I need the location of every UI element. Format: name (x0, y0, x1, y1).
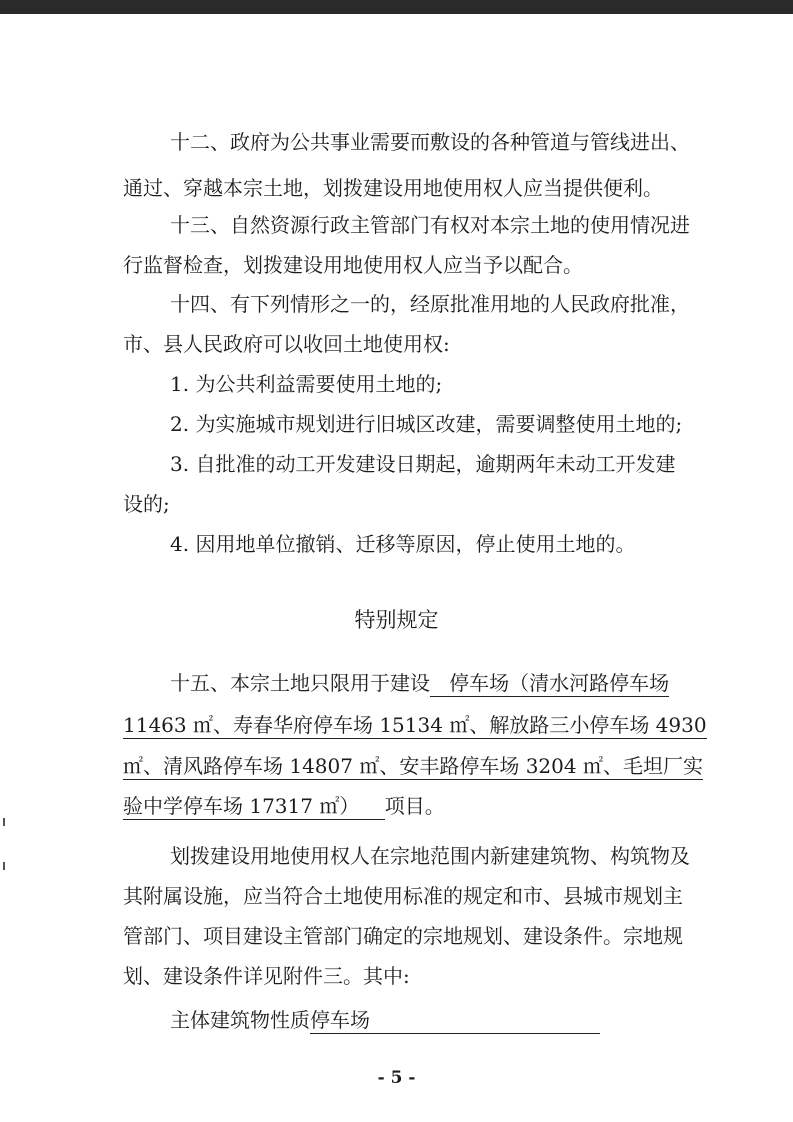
main-building-row (0, 1007, 793, 1033)
clause15-fill-line1 (430, 671, 669, 697)
main-building-value: 停车场 (310, 1008, 370, 1032)
main-building-label: 主体建筑物性质 (170, 1008, 310, 1032)
clause14-item2: 2. 为实施城市规划进行旧城区改建，需要调整使用土地的; (170, 412, 683, 436)
clause15-line2 (0, 712, 793, 738)
clause13-line1: 十三、自然资源行政主管部门有权对本宗土地的使用情况进 (170, 213, 690, 237)
clause15-fill-line2: 11463 ㎡、寿春华府停车场 15134 ㎡、解放路三小停车场 4930 (123, 713, 707, 737)
main-building-fill (310, 1008, 600, 1034)
clause15-line4 (0, 793, 793, 819)
build-para-line1: 划拨建设用地使用权人在宗地范围内新建建筑物、构筑物及 (170, 844, 690, 868)
clause15-fill-text1: 停车场（清水河路停车场 (449, 671, 670, 695)
clause14-item1: 1. 为公共利益需要使用土地的; (170, 372, 443, 396)
clause15-fill-line3: ㎡、清风路停车场 14807 ㎡、安丰路停车场 3204 ㎡、毛坦厂实 (123, 754, 703, 778)
build-para-line2: 其附属设施，应当符合土地使用标准的规定和市、县城市规划主 (123, 884, 683, 908)
clause14-line2: 市、县人民政府可以收回土地使用权: (123, 332, 450, 356)
clause12-line2: 通过、穿越本宗土地，划拨建设用地使用权人应当提供便利。 (123, 176, 663, 200)
clause15-fill-line4 (123, 794, 385, 820)
section-heading: 特别规定 (354, 608, 439, 632)
clause14-item4: 4. 因用地单位撤销、迁移等原因，停止使用土地的。 (170, 532, 636, 556)
clause15-fill-text4: 验中学停车场 17317 ㎡） (123, 794, 360, 818)
build-para-line3: 管部门、项目建设主管部门确定的宗地规划、建设条件。宗地规 (123, 924, 683, 948)
margin-mark (3, 818, 5, 826)
clause15-lead: 十五、本宗土地只限用于建设 (170, 671, 430, 695)
clause14-line1: 十四、有下列情形之一的，经原批准用地的人民政府批准， (170, 292, 690, 316)
clause13-line2: 行监督检查，划拨建设用地使用权人应当予以配合。 (123, 253, 583, 277)
clause12-line1: 十二、政府为公共事业需要而敷设的各种管道与管线进出、 (170, 130, 690, 154)
build-para-line4: 划、建设条件详见附件三。其中: (123, 964, 410, 988)
clause15-line1 (0, 670, 793, 696)
scan-top-edge (0, 0, 793, 14)
clause14-item3-line1: 3. 自批准的动工开发建设日期起，逾期两年未动工开发建 (170, 452, 676, 476)
page-number: - 5 - (377, 1068, 416, 1088)
clause15-line3 (0, 753, 793, 779)
clause15-tail: 项目。 (384, 794, 445, 818)
clause14-item3-line2: 设的; (123, 492, 170, 516)
